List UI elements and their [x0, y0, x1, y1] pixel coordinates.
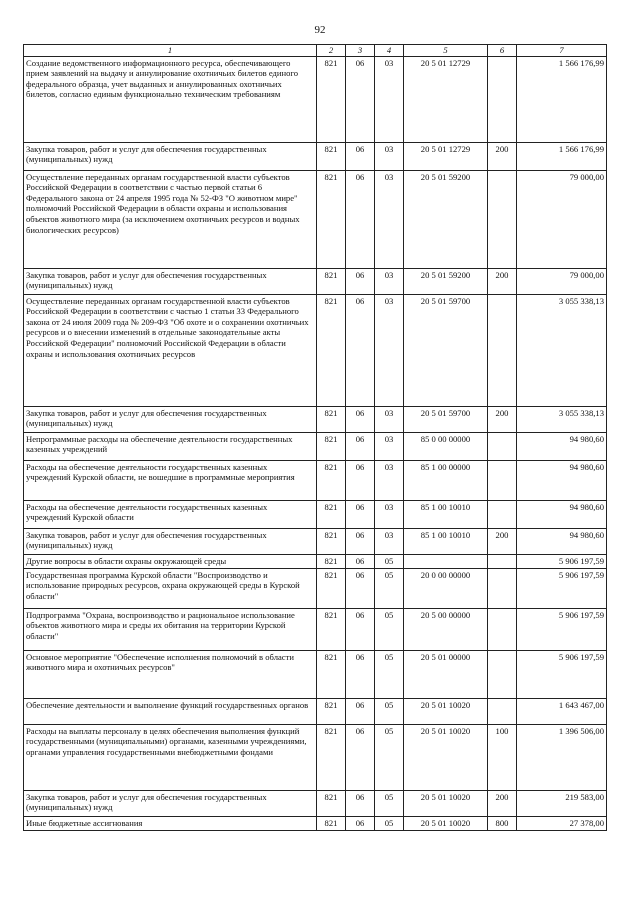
row-vr-cell [488, 698, 517, 724]
row-name-cell: Государственная программа Курской области "Воспроизводство и использование природных ресурсов, охрана окружающей среды в Курской области" [24, 568, 317, 608]
row-sum-cell: 94 980,60 [517, 528, 607, 554]
row-name-cell: Иные бюджетные ассигнования [24, 816, 317, 830]
row-pr-cell: 05 [375, 816, 404, 830]
row-vr-cell [488, 650, 517, 698]
table-row [24, 608, 607, 650]
row-name-cell: Основное мероприятие "Обеспечение исполнения полномочий в области животного мира и охотничьих ресурсов" [24, 650, 317, 698]
row-sum-cell: 3 055 338,13 [517, 294, 607, 406]
row-pr-cell: 03 [375, 528, 404, 554]
row-sum-cell: 27 378,00 [517, 816, 607, 830]
row-rz-cell: 06 [346, 56, 375, 142]
row-gr-cell: 821 [317, 568, 346, 608]
table-row [24, 568, 607, 608]
row-rz-cell: 06 [346, 432, 375, 460]
row-rz-cell: 06 [346, 568, 375, 608]
row-vr-cell [488, 56, 517, 142]
row-rz-cell: 06 [346, 460, 375, 500]
row-rz-cell: 06 [346, 500, 375, 528]
row-gr-cell: 821 [317, 528, 346, 554]
row-vr-cell: 200 [488, 406, 517, 432]
row-csr-cell: 20 5 01 59700 [404, 294, 488, 406]
row-pr-cell: 05 [375, 724, 404, 790]
row-sum-cell: 1 566 176,99 [517, 56, 607, 142]
row-sum-cell: 5 906 197,59 [517, 568, 607, 608]
row-csr-cell: 20 5 01 10020 [404, 724, 488, 790]
row-name-cell: Закупка товаров, работ и услуг для обеспечения государственных (муниципальных) нужд [24, 268, 317, 294]
row-name-cell: Закупка товаров, работ и услуг для обеспечения государственных (муниципальных) нужд [24, 406, 317, 432]
row-name-cell: Расходы на выплаты персоналу в целях обеспечения выполнения функций государственными (муниципальными) органами, казенными учреждениями, органами управления государственными внебюджетными фондами [24, 724, 317, 790]
row-csr-cell: 20 0 00 00000 [404, 568, 488, 608]
row-sum-cell: 79 000,00 [517, 268, 607, 294]
row-rz-cell: 06 [346, 406, 375, 432]
row-gr-cell: 821 [317, 650, 346, 698]
row-gr-cell: 821 [317, 724, 346, 790]
row-csr-cell: 85 1 00 10010 [404, 500, 488, 528]
row-vr-cell [488, 568, 517, 608]
row-name-cell: Создание ведомственного информационного ресурса, обеспечивающего прием заявлений на выдачу и аннулирование охотничьих билетов единого федерального образца, учет выданных и аннулированных охотничьих билетов, согласно единым функционально техническим требованиям [24, 56, 317, 142]
page-number: 92 [314, 24, 326, 36]
row-gr-cell: 821 [317, 608, 346, 650]
table-row [24, 698, 607, 724]
table-row [24, 432, 607, 460]
row-csr-cell: 85 1 00 00000 [404, 460, 488, 500]
row-rz-cell: 06 [346, 608, 375, 650]
row-name-cell: Расходы на обеспечение деятельности государственных казенных учреждений Курской области [24, 500, 317, 528]
row-rz-cell: 06 [346, 528, 375, 554]
row-pr-cell: 03 [375, 56, 404, 142]
row-sum-cell: 3 055 338,13 [517, 406, 607, 432]
row-csr-cell: 20 5 01 12729 [404, 142, 488, 170]
table-row [24, 500, 607, 528]
row-rz-cell: 06 [346, 294, 375, 406]
row-vr-cell [488, 500, 517, 528]
budget-table [23, 44, 607, 831]
table-body [24, 56, 607, 830]
row-rz-cell: 06 [346, 790, 375, 816]
row-pr-cell: 05 [375, 790, 404, 816]
row-rz-cell: 06 [346, 698, 375, 724]
row-pr-cell: 03 [375, 142, 404, 170]
row-gr-cell: 821 [317, 460, 346, 500]
row-rz-cell: 06 [346, 268, 375, 294]
row-pr-cell: 05 [375, 568, 404, 608]
row-gr-cell: 821 [317, 294, 346, 406]
row-vr-cell [488, 432, 517, 460]
row-pr-cell: 03 [375, 406, 404, 432]
row-vr-cell [488, 460, 517, 500]
row-csr-cell: 85 1 00 10010 [404, 528, 488, 554]
row-sum-cell: 79 000,00 [517, 170, 607, 268]
row-pr-cell: 05 [375, 608, 404, 650]
row-pr-cell: 03 [375, 170, 404, 268]
row-name-cell: Другие вопросы в области охраны окружающей среды [24, 554, 317, 568]
table-row [24, 170, 607, 268]
row-vr-cell: 100 [488, 724, 517, 790]
table-row [24, 816, 607, 830]
row-sum-cell: 1 643 467,00 [517, 698, 607, 724]
table-row [24, 650, 607, 698]
row-vr-cell [488, 170, 517, 268]
row-sum-cell: 1 566 176,99 [517, 142, 607, 170]
row-pr-cell: 03 [375, 268, 404, 294]
row-gr-cell: 821 [317, 56, 346, 142]
row-vr-cell: 200 [488, 142, 517, 170]
row-csr-cell: 20 5 01 59200 [404, 268, 488, 294]
row-rz-cell: 06 [346, 170, 375, 268]
table-row [24, 56, 607, 142]
row-rz-cell: 06 [346, 554, 375, 568]
row-gr-cell: 821 [317, 142, 346, 170]
row-name-cell: Непрограммные расходы на обеспечение деятельности государственных казенных учреждений [24, 432, 317, 460]
row-sum-cell: 219 583,00 [517, 790, 607, 816]
row-gr-cell: 821 [317, 698, 346, 724]
row-gr-cell: 821 [317, 554, 346, 568]
table-row [24, 406, 607, 432]
header-cell-2: 2 [317, 45, 346, 57]
row-vr-cell: 200 [488, 268, 517, 294]
row-vr-cell [488, 294, 517, 406]
table-row [24, 268, 607, 294]
row-pr-cell: 05 [375, 554, 404, 568]
row-vr-cell [488, 554, 517, 568]
row-rz-cell: 06 [346, 650, 375, 698]
row-name-cell: Обеспечение деятельности и выполнение функций государственных органов [24, 698, 317, 724]
table-row [24, 724, 607, 790]
table-row [24, 294, 607, 406]
row-gr-cell: 821 [317, 268, 346, 294]
header-cell-6: 6 [488, 45, 517, 57]
table-row [24, 554, 607, 568]
row-pr-cell: 05 [375, 650, 404, 698]
row-sum-cell: 1 396 506,00 [517, 724, 607, 790]
row-csr-cell: 20 5 00 00000 [404, 608, 488, 650]
header-cell-1: 1 [24, 45, 317, 57]
row-name-cell: Расходы на обеспечение деятельности государственных казенных учреждений Курской области, не вошедшие в программные мероприятия [24, 460, 317, 500]
row-csr-cell: 20 5 01 00000 [404, 650, 488, 698]
row-rz-cell: 06 [346, 142, 375, 170]
row-csr-cell: 20 5 01 10020 [404, 816, 488, 830]
header-row [24, 45, 607, 57]
header-cell-3: 3 [346, 45, 375, 57]
row-sum-cell: 94 980,60 [517, 432, 607, 460]
row-gr-cell: 821 [317, 816, 346, 830]
row-csr-cell: 20 5 01 59200 [404, 170, 488, 268]
row-vr-cell: 200 [488, 528, 517, 554]
header-cell-4: 4 [375, 45, 404, 57]
row-vr-cell: 200 [488, 790, 517, 816]
table-row [24, 790, 607, 816]
table-row [24, 460, 607, 500]
row-csr-cell: 20 5 01 10020 [404, 698, 488, 724]
row-gr-cell: 821 [317, 500, 346, 528]
header-cell-5: 5 [404, 45, 488, 57]
row-csr-cell: 20 5 01 10020 [404, 790, 488, 816]
row-csr-cell: 85 0 00 00000 [404, 432, 488, 460]
row-name-cell: Закупка товаров, работ и услуг для обеспечения государственных (муниципальных) нужд [24, 790, 317, 816]
row-pr-cell: 03 [375, 294, 404, 406]
row-pr-cell: 03 [375, 432, 404, 460]
table-row [24, 142, 607, 170]
row-name-cell: Подпрограмма "Охрана, воспроизводство и рациональное использование объектов животного мира и среды их обитания на территории Курской области" [24, 608, 317, 650]
row-sum-cell: 94 980,60 [517, 460, 607, 500]
row-csr-cell [404, 554, 488, 568]
row-pr-cell: 03 [375, 500, 404, 528]
row-name-cell: Закупка товаров, работ и услуг для обеспечения государственных (муниципальных) нужд [24, 528, 317, 554]
row-name-cell: Закупка товаров, работ и услуг для обеспечения государственных (муниципальных) нужд [24, 142, 317, 170]
row-csr-cell: 20 5 01 59700 [404, 406, 488, 432]
row-name-cell: Осуществление переданных органам государственной власти субъектов Российской Федерации в соответствии с частью первой статьи 6 Федерального закона от 24 апреля 1995 года № 52-ФЗ "О животном мире" полномочий Российской Федерации в области охраны и использования объектов животного мира (за исключением охотничьих ресурсов и водных биологических ресурсов) [24, 170, 317, 268]
row-sum-cell: 5 906 197,59 [517, 554, 607, 568]
row-gr-cell: 821 [317, 432, 346, 460]
row-rz-cell: 06 [346, 724, 375, 790]
table-row [24, 528, 607, 554]
row-name-cell: Осуществление переданных органам государственной власти субъектов Российской Федерации в соответствии с частью 1 статьи 33 Федерального закона от 24 июля 2009 года № 209-ФЗ "Об охоте и о сохранении охотничьих ресурсов и о внесении изменений в отдельные законодательные акты Российской Федерации" полномочий Российской Федерации в области охраны и использования охотничьих ресурсов [24, 294, 317, 406]
row-sum-cell: 5 906 197,59 [517, 608, 607, 650]
row-csr-cell: 20 5 01 12729 [404, 56, 488, 142]
row-vr-cell: 800 [488, 816, 517, 830]
row-rz-cell: 06 [346, 816, 375, 830]
row-sum-cell: 94 980,60 [517, 500, 607, 528]
header-cell-7: 7 [517, 45, 607, 57]
row-pr-cell: 03 [375, 460, 404, 500]
row-sum-cell: 5 906 197,59 [517, 650, 607, 698]
row-gr-cell: 821 [317, 170, 346, 268]
row-vr-cell [488, 608, 517, 650]
row-gr-cell: 821 [317, 406, 346, 432]
row-pr-cell: 05 [375, 698, 404, 724]
row-gr-cell: 821 [317, 790, 346, 816]
